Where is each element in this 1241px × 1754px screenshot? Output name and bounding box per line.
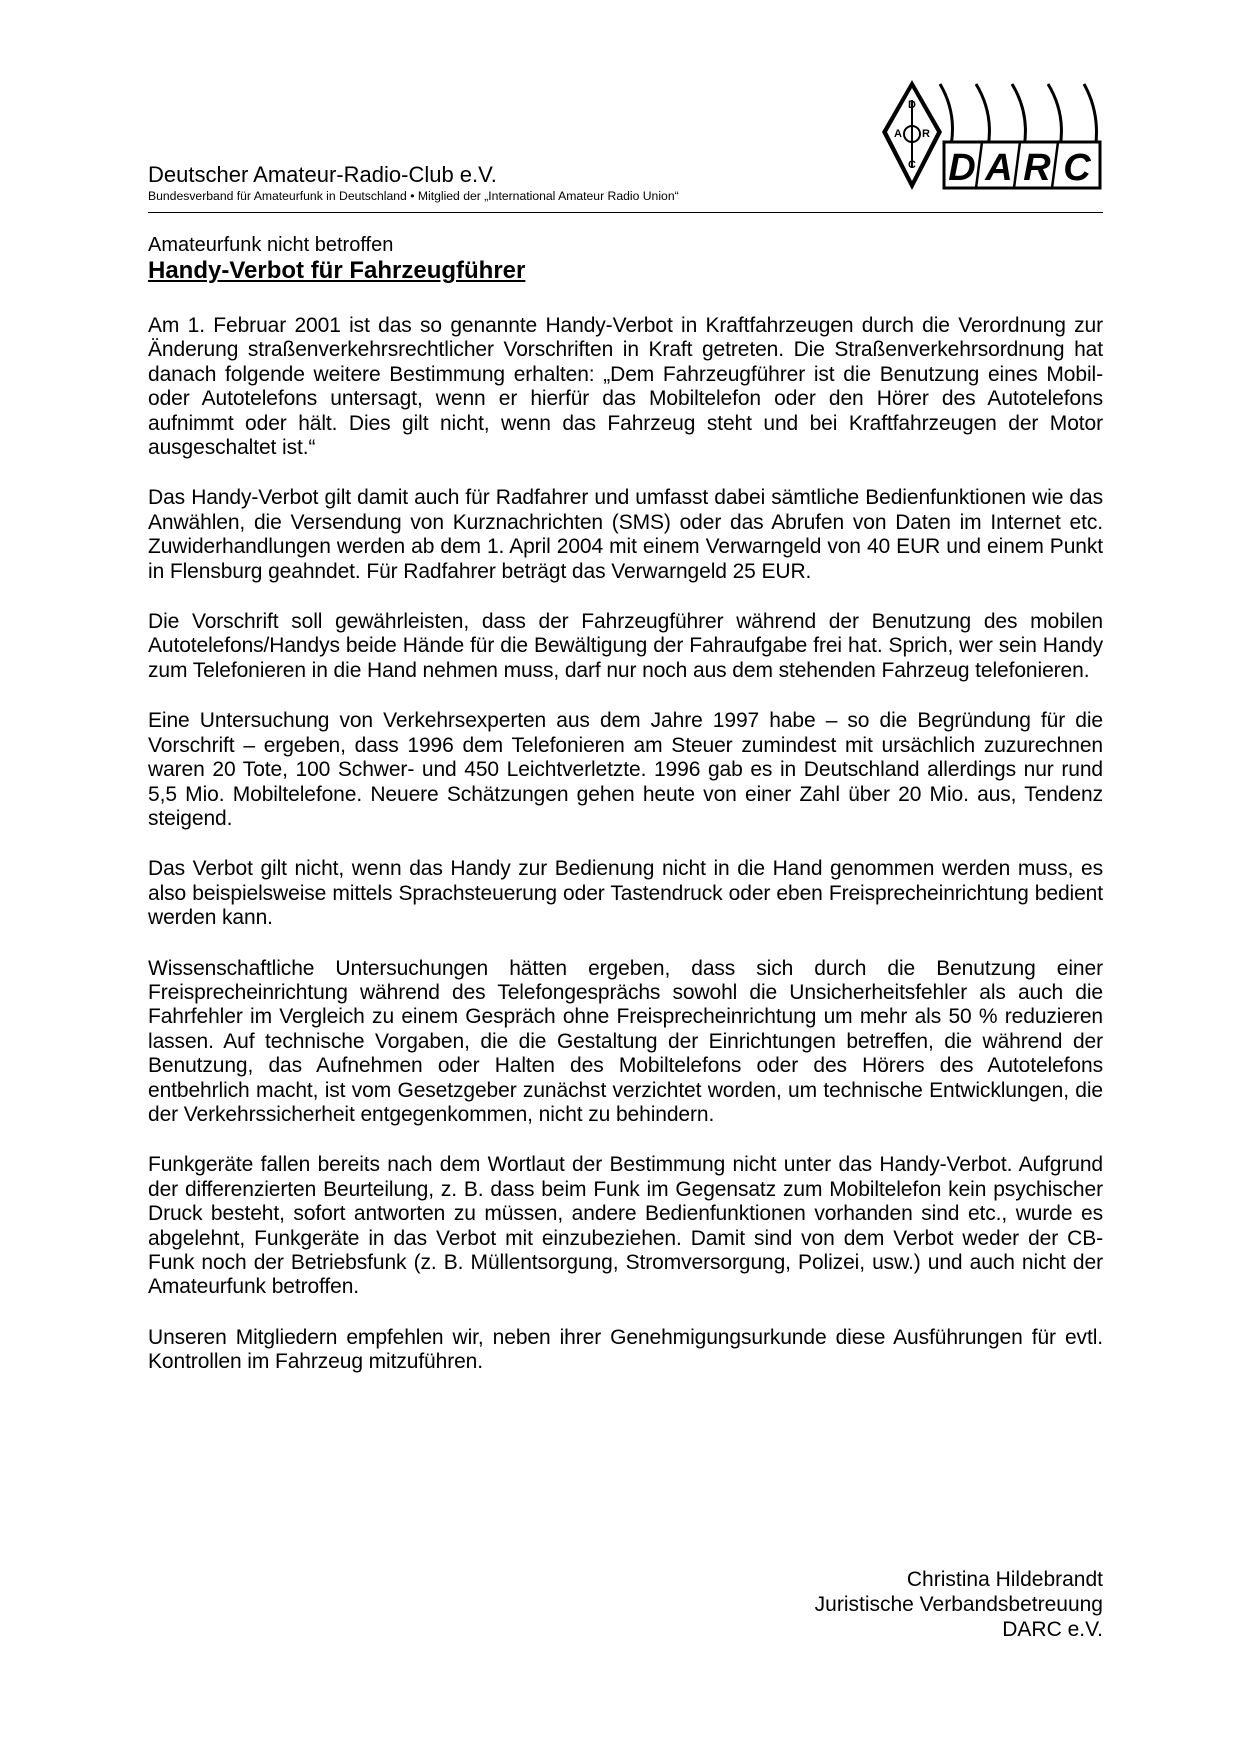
svg-text:A: A: [894, 128, 902, 140]
organization-subtitle: Bundesverband für Amateurfunk in Deutschland • Mitglied der „International Amateur Radio Union“: [148, 189, 679, 203]
darc-emblem: [882, 80, 942, 190]
paragraph: Wissenschaftliche Untersuchungen hätten ergeben, dass sich durch die Benutzung einer Freisprecheinrichtung während des Telefongesprächs sowohl die Unsicherheitsfehler als auch die Fahrfehler im Vergleich zu einem Gespräch ohne Freisprecheinrichtung um mehr als 50 % reduzieren lassen. Auf technische Vorgaben, die die Gestaltung der Einrichtungen betreffen, die während der Benutzung, das Aufnehmen oder Halten des Mobiltelefons oder des Hörers des Autotelefons entbehrlich macht, ist vom Gesetzgeber zunächst verzichtet worden, um technische Entwicklungen, die der Verkehrssicherheit entgegenkommen, nicht zu behindern.: [148, 956, 1103, 1126]
signature-role: Juristische Verbandsbetreuung: [814, 1593, 1103, 1616]
darc-logo-icon: [878, 80, 1103, 192]
svg-text:C: C: [1063, 147, 1091, 189]
paragraph: Das Verbot gilt nicht, wenn das Handy zur Bedienung nicht in die Hand genommen werden muss, es also beispielsweise mittels Sprachsteuerung oder Tastendruck oder eben Freisprecheinrichtung bedient werden kann.: [148, 857, 1103, 930]
svg-text:A: A: [985, 147, 1013, 189]
paragraph: Das Handy-Verbot gilt damit auch für Radfahrer und umfasst dabei sämtliche Bedienfunktionen wie das Anwählen, die Versendung von Kurznachrichten (SMS) oder das Abrufen von Daten im Internet etc. Zuwiderhandlungen werden ab dem 1. April 2004 mit einem Verwarngeld von 40 EUR und einem Punkt in Flensburg geahndet. Für Radfahrer beträgt das Verwarngeld 25 EUR.: [148, 486, 1103, 583]
svg-text:R: R: [1023, 147, 1051, 189]
paragraph: Am 1. Februar 2001 ist das so genannte Handy-Verbot in Kraftfahrzeugen durch die Verordnung zur Änderung straßenverkehrsrechtlicher Vorschriften in Kraft getreten. Die Straßenverkehrsordnung hat danach folgende weitere Bestimmung erhalten: „Dem Fahrzeugführer ist die Benutzung eines Mobil- oder Autotelefons untersagt, wenn er hierfür das Mobiltelefon oder den Hörer des Autotelefons aufnimmt oder hält. Dies gilt nicht, wenn das Fahrzeug steht und bei Kraftfahrzeugen der Motor ausgeschaltet ist.“: [148, 314, 1103, 460]
paragraph: Unseren Mitgliedern empfehlen wir, neben ihrer Genehmigungsurkunde diese Ausführungen für evtl. Kontrollen im Fahrzeug mitzuführen.: [148, 1325, 1103, 1374]
svg-text:D: D: [948, 147, 976, 189]
article-subtitle: Amateurfunk nicht betroffen: [148, 234, 394, 256]
svg-text:R: R: [922, 128, 930, 140]
darc-wordmark: [944, 142, 1100, 189]
svg-text:D: D: [908, 99, 916, 111]
paragraph: Funkgeräte fallen bereits nach dem Wortlaut der Bestimmung nicht unter das Handy-Verbot. Aufgrund der differenzierten Beurteilung, z. B. dass beim Funk im Gegensatz zum Mobiltelefon kein psychischer Druck besteht, sofort antworten zu müssen, andere Bedienfunktionen vorhanden sind etc., wurde es abgelehnt, Funkgeräte in das Verbot mit einzubeziehen. Damit sind von dem Verbot weder der CB-Funk noch der Betriebsfunk (z. B. Müllentsorgung, Stromversorgung, Polizei, usw.) und auch nicht der Amateurfunk betroffen.: [148, 1153, 1103, 1299]
signature-name: Christina Hildebrandt: [906, 1568, 1103, 1591]
header-divider: [148, 212, 1103, 213]
article-title: Handy-Verbot für Fahrzeugführer: [148, 257, 526, 284]
svg-text:C: C: [908, 159, 916, 171]
signature-block: [815, 1567, 1103, 1642]
paragraph: Eine Untersuchung von Verkehrsexperten aus dem Jahre 1997 habe – so die Begründung für die Vorschrift – ergeben, dass 1996 dem Telefonieren am Steuer zumindest mit ursächlich zuzurechnen waren 20 Tote, 100 Schwer- und 450 Leichtverletzte. 1996 gab es in Deutschland allerdings nur rund 5,5 Mio. Mobiltelefone. Neuere Schätzungen gehen heute von einer Zahl über 20 Mio. aus, Tendenz steigend.: [148, 709, 1103, 830]
letterhead: [148, 80, 1103, 215]
organization-name: Deutscher Amateur-Radio-Club e.V.: [148, 162, 497, 187]
paragraph: Die Vorschrift soll gewährleisten, dass der Fahrzeugführer während der Benutzung des mobilen Autotelefons/Handys beide Hände für die Bewältigung der Fahraufgabe frei hat. Sprich, wer sein Handy zum Telefonieren in die Hand nehmen muss, darf nur noch aus dem stehenden Fahrzeug telefonieren.: [148, 610, 1103, 682]
article-body: [148, 233, 1103, 1401]
signature-organization: DARC e.V.: [1002, 1618, 1103, 1641]
